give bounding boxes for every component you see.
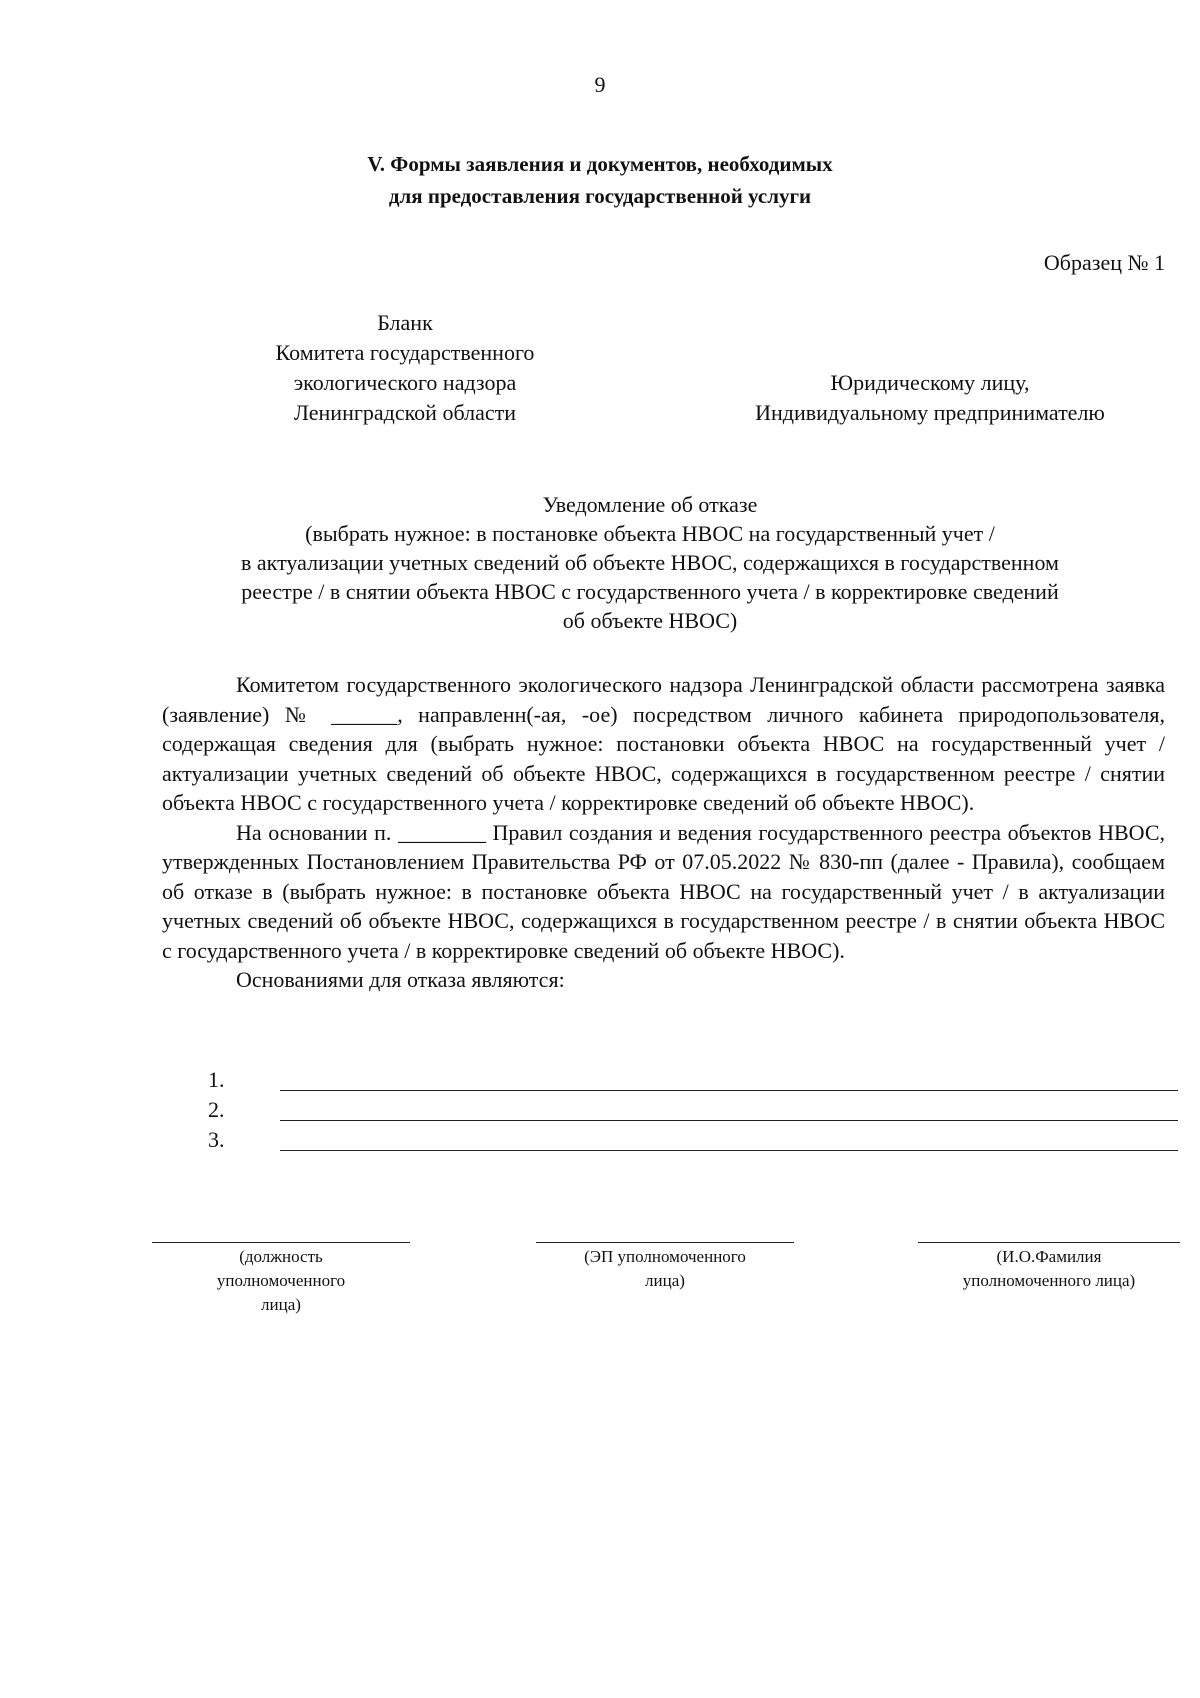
name-caption-line-2: уполномоченного лица) [962, 1271, 1136, 1290]
page-number: 9 [594, 72, 606, 97]
sender-line-1: Бланк [377, 310, 433, 335]
reason-number: 2. [208, 1097, 225, 1122]
reasons-intro: Основаниями для отказа являются: [236, 967, 565, 992]
reason-blank-line [280, 1120, 1178, 1121]
recipient-line-1: Юридическому лицу, [830, 370, 1030, 395]
sender-line-4: Ленинградской области [294, 400, 516, 425]
sender-line-2: Комитета государственного [275, 340, 535, 365]
signature-line [536, 1242, 794, 1243]
signature-line [152, 1242, 410, 1243]
sender-line-3: экологического надзора [293, 370, 517, 395]
sender-block [235, 308, 575, 428]
notice-line-1: (выбрать нужное: в постановке объекта НВОС на государственный учет / [305, 521, 995, 546]
reason-row [208, 1095, 1178, 1125]
reason-blank-line [280, 1150, 1178, 1151]
notice-title: Уведомление об отказе [542, 492, 758, 517]
notice-line-4: об объекте НВОС) [562, 608, 738, 633]
notice-heading [150, 490, 1150, 635]
section-title-line-2: для предоставления государственной услуги [388, 184, 812, 208]
body-paragraph-2: На основании п. ________ Правил создания и ведения государственного реестра объектов НВОС, утвержденных Постановлением Правительства РФ от 07.05.2022 № 830-пп (далее - Правила), сообщаем об отказе в (выбрать нужное: в постановке объекта НВОС на государственный учет / в актуализации учетных сведений об объекте НВОС, содержащихся в государственном реестре / в снятии объекта НВОС с государственного учета / в корректировке сведений об объекте НВОС). [162, 819, 1165, 963]
signature-position [152, 1242, 410, 1317]
name-caption-line-1: (И.О.Фамилия [996, 1247, 1102, 1266]
sample-number: Образец № 1 [1043, 250, 1165, 275]
ep-caption-line-2: лица) [645, 1271, 685, 1290]
reason-row [208, 1065, 1178, 1095]
section-title-line-1: V. Формы заявления и документов, необходимых [367, 152, 833, 176]
ep-caption-line-1: (ЭП уполномоченного [584, 1247, 746, 1266]
position-caption-line-1: (должность [239, 1247, 323, 1266]
reason-number: 1. [208, 1067, 225, 1092]
signature-name [918, 1242, 1180, 1293]
body-paragraph-1: Комитетом государственного экологического надзора Ленинградской области рассмотрена заявка (заявление) № ______, направленн(-ая, -ое) посредством личного кабинета природопользователя, содержащая сведения для (выбрать нужное: постановки объекта НВОС на государственный учет / актуализации учетных сведений об объекте НВОС, содержащихся в государственном реестре / снятии объекта НВОС с государственного учета / корректировке сведений об объекте НВОС). [162, 672, 1165, 815]
recipient-block [690, 368, 1170, 428]
position-caption-line-2: уполномоченного [216, 1271, 346, 1290]
recipient-line-2: Индивидуальному предпринимателю [755, 400, 1105, 425]
section-title [0, 148, 1200, 212]
reason-blank-line [280, 1090, 1178, 1091]
body-text [162, 670, 1165, 995]
notice-line-2: в актуализации учетных сведений об объекте НВОС, содержащихся в государственном [241, 550, 1059, 575]
reason-row [208, 1125, 1178, 1155]
position-caption-line-3: лица) [261, 1295, 301, 1314]
notice-line-3: реестре / в снятии объекта НВОС с государственного учета / в корректировке сведений [241, 579, 1059, 604]
reason-number: 3. [208, 1127, 225, 1152]
signature-ep [536, 1242, 794, 1293]
signature-line [918, 1242, 1180, 1243]
